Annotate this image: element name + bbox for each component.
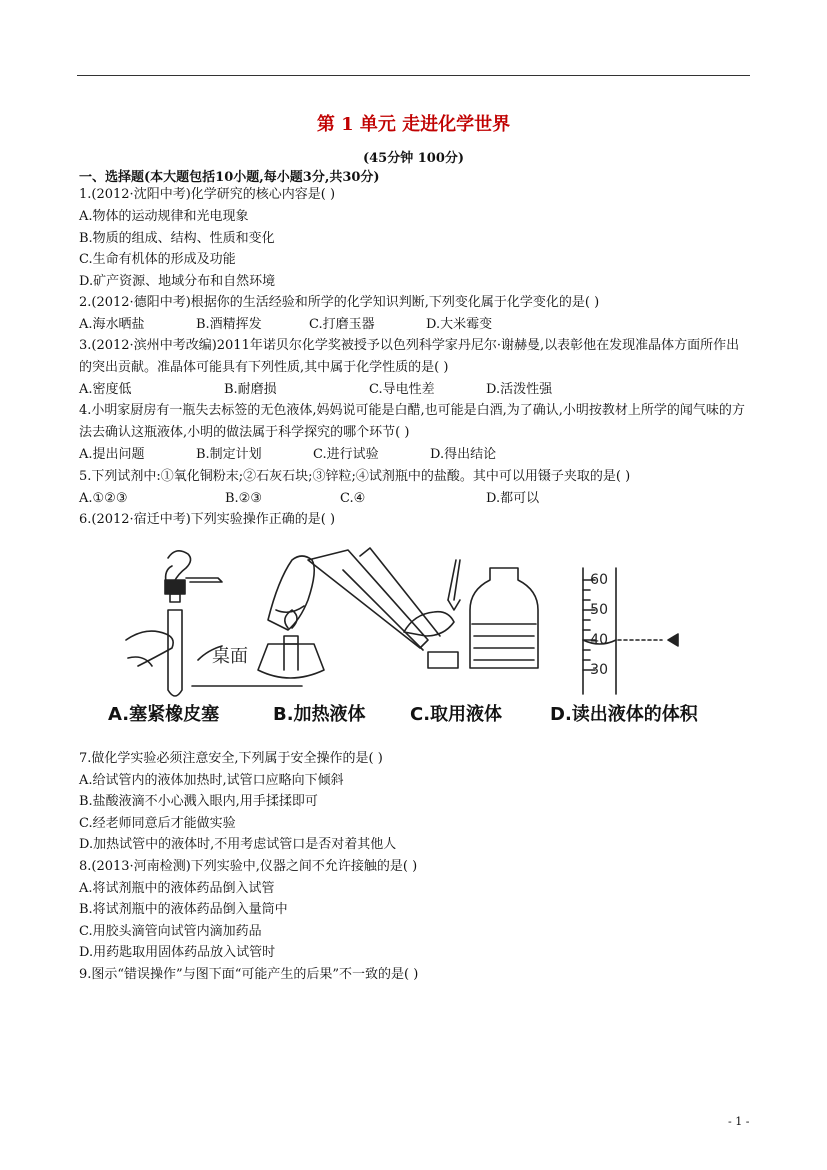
question-2-option-a: A.海水晒盐 bbox=[79, 317, 145, 332]
caption-a: A.塞紧橡皮塞 bbox=[108, 704, 220, 725]
question-7-option-b: B.盐酸液滴不小心溅入眼内,用手揉揉即可 bbox=[79, 794, 318, 809]
question-5-stem: 5.下列试剂中:①氧化铜粉末;②石灰石块;③锌粒;④试剂瓶中的盐酸。其中可以用镊子夹取的是( ) bbox=[79, 469, 631, 484]
question-8-stem: 8.(2013·河南检测)下列实验中,仪器之间不允许接触的是( ) bbox=[79, 859, 418, 874]
page-number: - 1 - bbox=[728, 1115, 750, 1128]
question-8-option-c: C.用胶头滴管向试管内滴加药品 bbox=[79, 924, 262, 939]
question-4-option-a: A.提出问题 bbox=[79, 447, 145, 462]
caption-c: C.取用液体 bbox=[410, 704, 503, 725]
question-7-option-d: D.加热试管中的液体时,不用考虑试管口是否对着其他人 bbox=[79, 837, 397, 852]
scale-tick-60: 60 bbox=[590, 572, 608, 588]
question-3-options bbox=[79, 381, 759, 399]
question-3-option-c: C.导电性差 bbox=[369, 382, 435, 397]
question-4-options bbox=[79, 446, 759, 464]
question-8-option-d: D.用药匙取用固体药品放入试管时 bbox=[79, 945, 276, 960]
question-1-stem: 1.(2012·沈阳中考)化学研究的核心内容是( ) bbox=[79, 187, 336, 202]
question-2-stem: 2.(2012·德阳中考)根据你的生活经验和所学的化学知识判断,下列变化属于化学变化的是( ) bbox=[79, 295, 600, 310]
question-2-option-c: C.打磨玉器 bbox=[309, 317, 375, 332]
question-8-option-a: A.将试剂瓶中的液体药品倒入试管 bbox=[79, 881, 275, 896]
caption-d: D.读出液体的体积 bbox=[550, 704, 698, 725]
panel-c-dropper-illustration bbox=[404, 560, 538, 668]
question-4-option-c: C.进行试验 bbox=[313, 447, 379, 462]
question-1-option-b: B.物质的组成、结构、性质和变化 bbox=[79, 231, 275, 246]
document-title: 第 1 单元 走进化学世界 bbox=[316, 114, 511, 135]
question-4-stem: 4.小明家厨房有一瓶失去标签的无色液体,妈妈说可能是白醋,也可能是白酒,为了确认,小明按教材上所学的闻气味的方法去确认这瓶液体,小明的做法属于科学探究的哪个环节( ) bbox=[79, 403, 745, 440]
question-3-option-d: D.活泼性强 bbox=[486, 382, 553, 397]
question-1-option-c: C.生命有机体的形成及功能 bbox=[79, 252, 236, 267]
question-1-option-a: A.物体的运动规律和光电现象 bbox=[79, 209, 249, 224]
question-3-option-a: A.密度低 bbox=[79, 382, 132, 397]
lab-operations-figure bbox=[108, 540, 728, 740]
scale-tick-50: 50 bbox=[590, 602, 608, 618]
question-2-option-b: B.酒精挥发 bbox=[196, 317, 262, 332]
question-4-option-b: B.制定计划 bbox=[196, 447, 262, 462]
scale-tick-40: 40 bbox=[590, 632, 608, 648]
question-6-stem: 6.(2012·宿迁中考)下列实验操作正确的是( ) bbox=[79, 512, 336, 527]
question-7-stem: 7.做化学实验必须注意安全,下列属于安全操作的是( ) bbox=[79, 751, 383, 766]
question-5-option-a: A.①②③ bbox=[79, 491, 128, 506]
question-9-stem: 9.图示“错误操作”与图下面“可能产生的后果”不一致的是( ) bbox=[79, 967, 419, 982]
section-heading: 一、选择题(本大题包括10小题,每小题3分,共30分) bbox=[79, 170, 380, 185]
question-7-option-a: A.给试管内的液体加热时,试管口应略向下倾斜 bbox=[79, 773, 344, 788]
panel-b-heating-illustration bbox=[258, 548, 440, 678]
question-4-option-d: D.得出结论 bbox=[430, 447, 497, 462]
question-8-option-b: B.将试剂瓶中的液体药品倒入量筒中 bbox=[79, 902, 288, 917]
question-7-option-c: C.经老师同意后才能做实验 bbox=[79, 816, 236, 831]
question-1-option-d: D.矿产资源、地域分布和自然环境 bbox=[79, 274, 276, 289]
caption-b: B.加热液体 bbox=[273, 704, 366, 725]
exam-meta: (45分钟 100分) bbox=[362, 151, 465, 166]
question-3-option-b: B.耐磨损 bbox=[224, 382, 277, 397]
question-2-option-d: D.大米霉变 bbox=[426, 317, 493, 332]
question-2-options bbox=[79, 316, 759, 334]
scale-tick-30: 30 bbox=[590, 662, 608, 678]
question-5-option-c: C.④ bbox=[340, 491, 366, 506]
question-5-option-d: D.都可以 bbox=[486, 491, 540, 506]
header-rule bbox=[77, 75, 750, 76]
question-3-stem: 3.(2012·滨州中考改编)2011年诺贝尔化学奖被授予以色列科学家丹尼尔·谢赫曼,以表彰他在发现准晶体方面所作出的突出贡献。准晶体可能具有下列性质,其中属于化学性质的是( ) bbox=[79, 338, 740, 375]
question-5-option-b: B.②③ bbox=[225, 491, 262, 506]
table-surface-label: 桌面 bbox=[212, 646, 248, 667]
question-5-options bbox=[79, 490, 759, 508]
